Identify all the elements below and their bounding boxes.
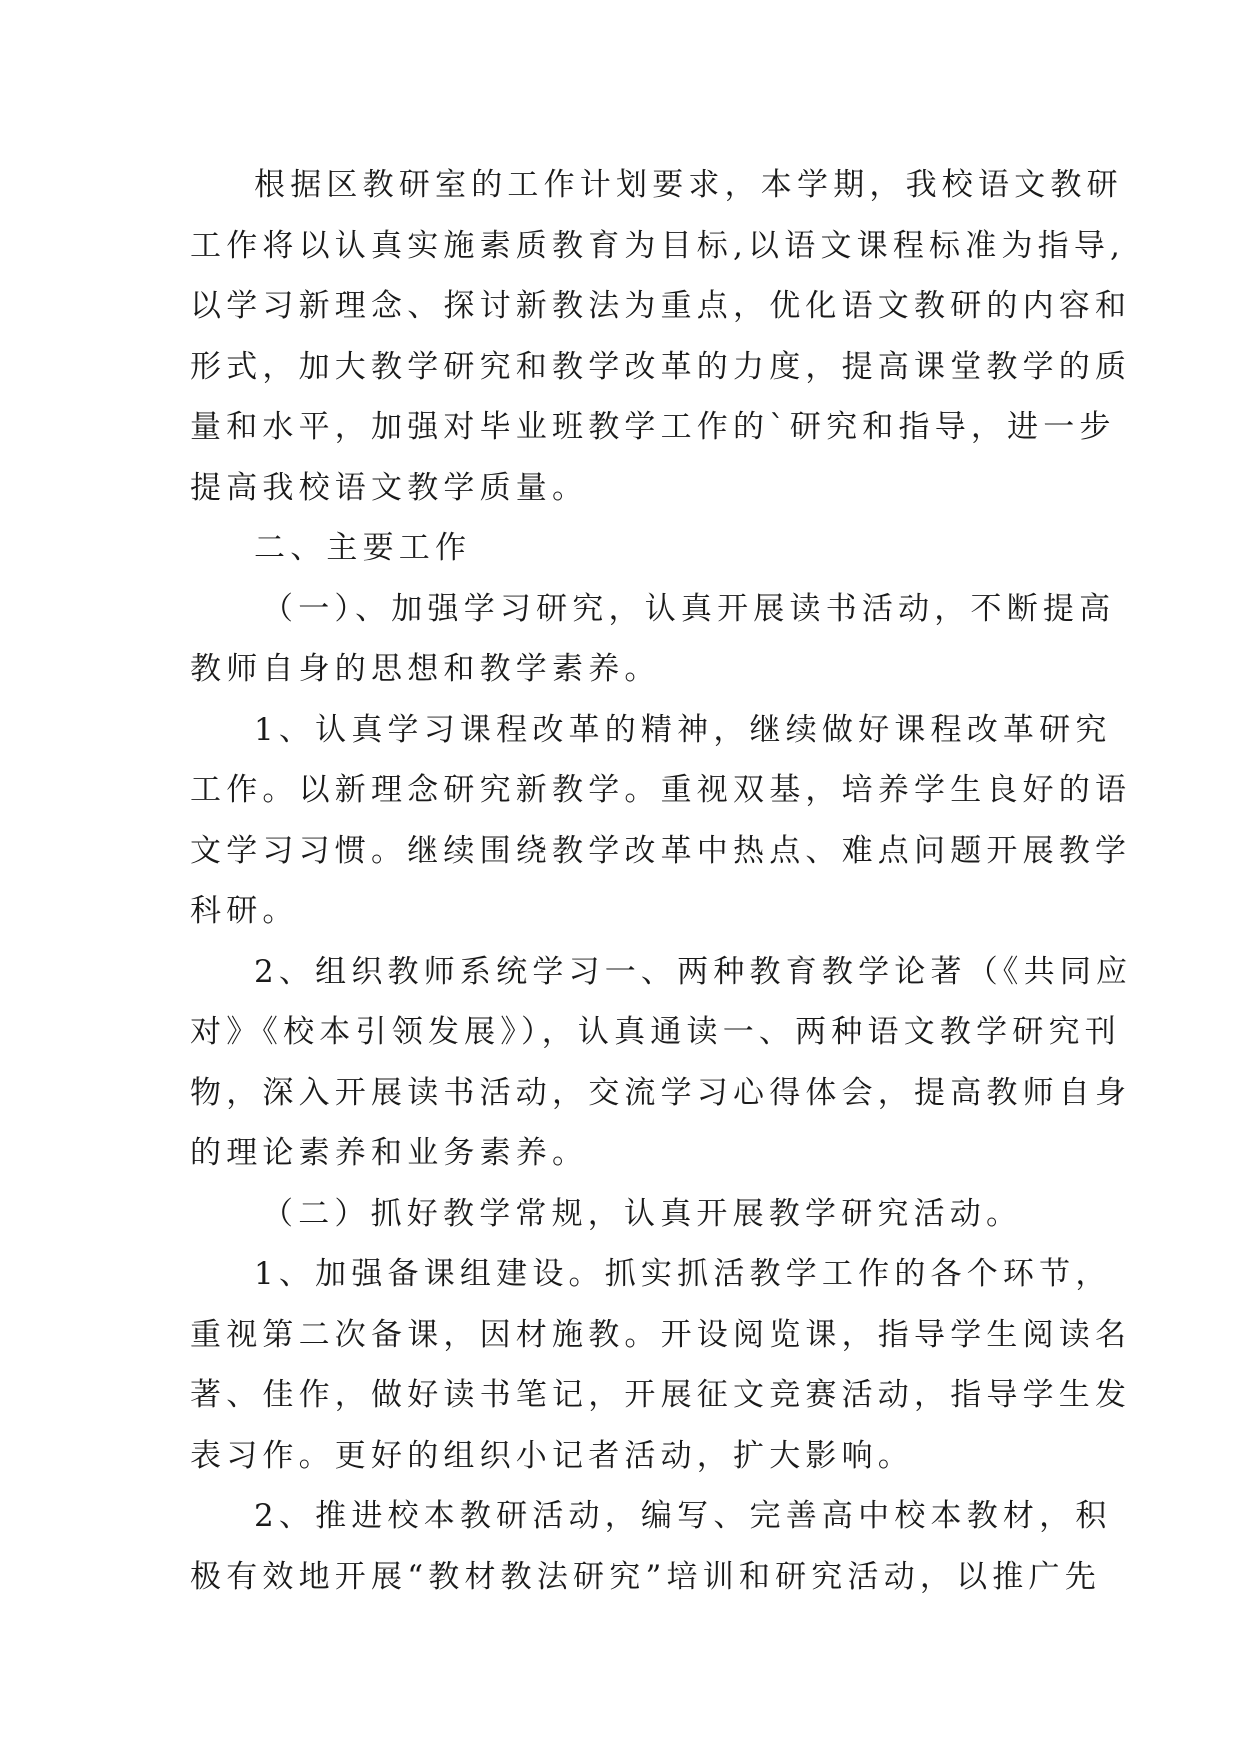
text-line: 1、认真学习课程改革的精神，继续做好课程改革研究 xyxy=(254,711,1112,748)
text-line: 2、推进校本教研活动，编写、完善高中校本教材，积 xyxy=(254,1498,1112,1534)
text-line: 量和水平，加强对毕业班教学工作的`研究和指导，进一步 xyxy=(190,409,1116,445)
text-line: 表习作。更好的组织小记者活动，扩大影响。 xyxy=(190,1437,914,1474)
text-line: 教师自身的思想和教学素养。 xyxy=(190,651,661,687)
text-line: 以学习新理念、探讨新教法为重点，优化语文教研的内容和 xyxy=(190,288,1132,324)
text-line: 工作。以新理念研究新教学。重视双基，培养学生良好的语 xyxy=(190,772,1132,808)
text-line: 极有效地开展“教材教法研究”培训和研究活动，以推广先 xyxy=(190,1558,1101,1595)
subsection-heading: （二）抓好教学常规，认真开展教学研究活动。 xyxy=(262,1195,1023,1232)
text-line: 形式，加大教学研究和教学改革的力度，提高课堂教学的质 xyxy=(190,348,1132,385)
text-line: 科研。 xyxy=(190,893,299,929)
text-line: 重视第二次备课，因材施教。开设阅览课，指导学生阅读名 xyxy=(190,1316,1132,1353)
text-line: 的理论素养和业务素养。 xyxy=(190,1135,589,1171)
document-body xyxy=(190,155,1133,1607)
subsection-heading: （一）、加强学习研究，认真开展读书活动，不断提高 xyxy=(262,590,1116,627)
text-line: 1、加强备课组建设。抓实抓活教学工作的各个环节， xyxy=(254,1256,1112,1292)
text-line: 著、佳作，做好读书笔记，开展征文竞赛活动，指导学生发 xyxy=(190,1377,1132,1413)
text-line: 根据区教研室的工作计划要求，本学期，我校语文教研 xyxy=(254,167,1123,203)
text-line: 提高我校语文教学质量。 xyxy=(190,469,589,506)
section-heading: 二、主要工作 xyxy=(254,530,472,566)
text-line: 工作将以认真实施素质教育为目标,以语文课程标准为指导, xyxy=(190,227,1126,264)
text-line: 2、组织教师系统学习一、两种教育教学论著（《共同应 xyxy=(254,953,1133,990)
text-line: 文学习习惯。继续围绕教学改革中热点、难点问题开展教学 xyxy=(190,832,1132,869)
text-line: 物，深入开展读书活动，交流学习心得体会，提高教师自身 xyxy=(190,1074,1132,1111)
text-line: 对》《校本引领发展》），认真通读一、两种语文教学研究刊 xyxy=(190,1014,1121,1050)
